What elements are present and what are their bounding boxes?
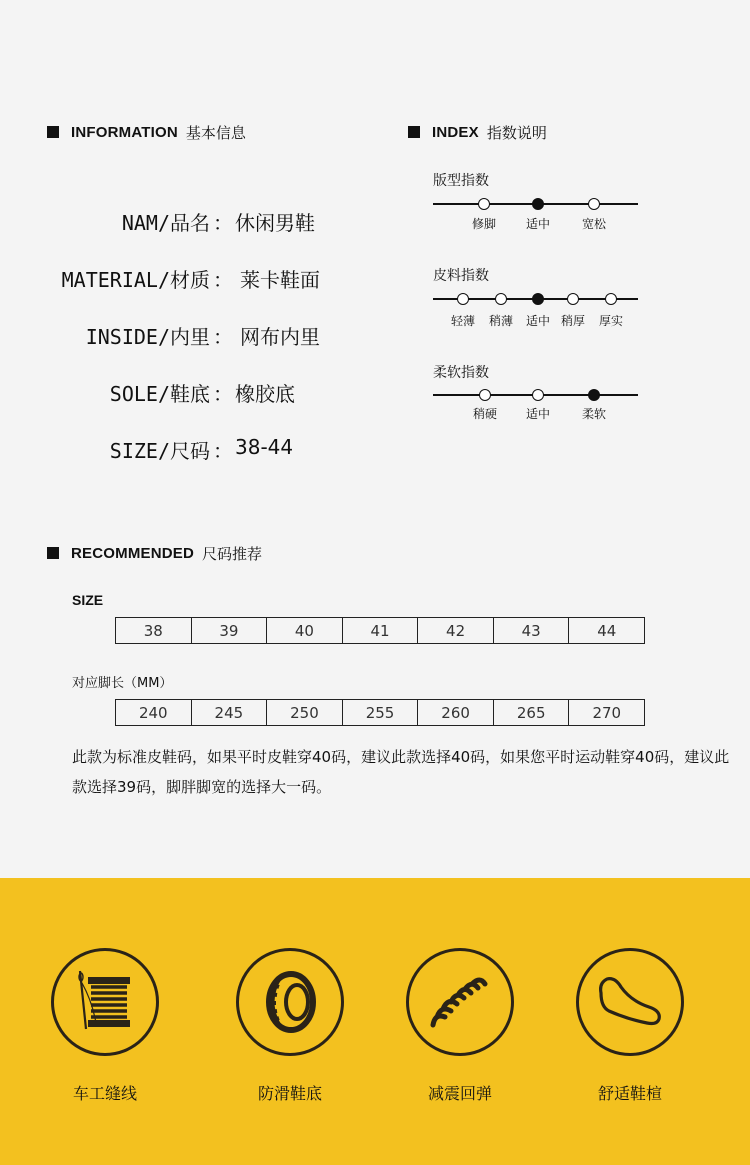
info-row-sole [0,378,340,408]
index-title-en: INDEX [432,123,479,141]
foot-length-cell: 265 [494,700,570,725]
info-key: INSIDE/内里 [85,325,210,349]
foot-length-table [115,699,645,726]
information-heading [47,122,246,142]
foot-length-cell: 240 [116,700,192,725]
recommended-heading [47,543,262,563]
stitching-spool-icon [51,948,159,1056]
index-dot-selected [532,293,544,305]
recommended-title-en: RECOMMENDED [71,544,195,562]
index-option-label: 适中 [525,314,550,328]
index-dot [495,293,507,305]
size-cell: 39 [192,618,268,643]
info-colon: ： [213,268,233,292]
index-scale-title: 柔软指数 [433,365,489,381]
index-option-label: 适中 [525,407,550,421]
feature-comfort-last [560,948,700,1104]
index-dot-selected [588,389,600,401]
foot-length-cell: 260 [418,700,494,725]
index-option-label: 修脚 [471,217,496,231]
size-cell: 43 [494,618,570,643]
info-key: NAM/品名 [121,211,210,235]
section-bullet [47,547,59,559]
info-colon: ： [213,382,233,406]
information-title-en: INFORMATION [71,123,178,141]
info-key: SIZE/尺码 [109,439,210,463]
size-table-label: SIZE [72,592,104,608]
info-value: 橡胶底 [235,382,295,406]
info-row-size [0,435,340,465]
size-cell: 40 [267,618,343,643]
info-key: MATERIAL/材质 [61,268,210,292]
feature-band [0,878,750,1165]
index-option-label: 柔软 [581,407,606,421]
index-scale-title: 皮料指数 [433,268,489,284]
info-colon: ： [213,211,233,235]
feature-shock-absorb [390,948,530,1104]
index-dot [588,198,600,210]
size-cell: 42 [418,618,494,643]
index-dot [457,293,469,305]
feature-label: 车工缝线 [72,1084,137,1103]
info-row-material [0,264,340,294]
foot-length-cell: 270 [592,703,622,722]
index-title-cn: 指数说明 [486,123,547,142]
info-value: 网布内里 [240,325,320,349]
size-table [115,617,645,644]
index-dot-selected [532,198,544,210]
info-value: 38-44 [235,435,294,459]
index-dot [567,293,579,305]
feature-label: 舒适鞋楦 [597,1084,662,1103]
index-option-label: 适中 [525,217,550,231]
index-dot [478,198,490,210]
shoe-last-icon [576,948,684,1056]
index-dot [605,293,617,305]
index-dot [479,389,491,401]
spring-coil-icon [406,948,514,1056]
foot-length-cell: 250 [267,700,343,725]
index-option-label: 稍厚 [560,314,585,328]
recommended-title-cn: 尺码推荐 [202,544,263,563]
index-option-label: 宽松 [581,217,606,231]
size-cell: 44 [597,621,617,640]
size-cell: 38 [116,618,192,643]
info-key: SOLE/鞋底 [109,382,210,406]
tire-tread-icon [236,948,344,1056]
info-row-inside [0,321,340,351]
size-cell: 41 [343,618,419,643]
info-value: 莱卡鞋面 [240,268,320,292]
info-value: 休闲男鞋 [235,211,315,235]
foot-length-label: 对应脚长（MM） [72,676,173,691]
section-bullet [47,126,59,138]
size-advice-note: 此款为标准皮鞋码，如果平时皮鞋穿40码，建议此款选择40码，如果您平时运动鞋穿40码，建议此款选择39码，脚胖脚宽的选择大一码。 [72,748,730,796]
info-row-name [0,207,340,237]
index-option-label: 稍硬 [472,407,497,421]
index-heading [408,122,547,142]
section-bullet [408,126,420,138]
index-option-label: 厚实 [598,314,623,328]
info-colon: ： [213,439,233,463]
index-option-label: 稍薄 [488,314,513,328]
index-dot [532,389,544,401]
info-colon: ： [213,325,233,349]
index-scale-title: 版型指数 [433,173,489,189]
feature-label: 防滑鞋底 [257,1084,322,1103]
information-title-cn: 基本信息 [185,123,246,142]
index-option-label: 轻薄 [450,314,475,328]
foot-length-cell: 245 [192,700,268,725]
foot-length-cell: 255 [343,700,419,725]
feature-anti-slip [220,948,360,1104]
feature-stitching [35,948,175,1104]
feature-label: 减震回弹 [427,1084,492,1103]
